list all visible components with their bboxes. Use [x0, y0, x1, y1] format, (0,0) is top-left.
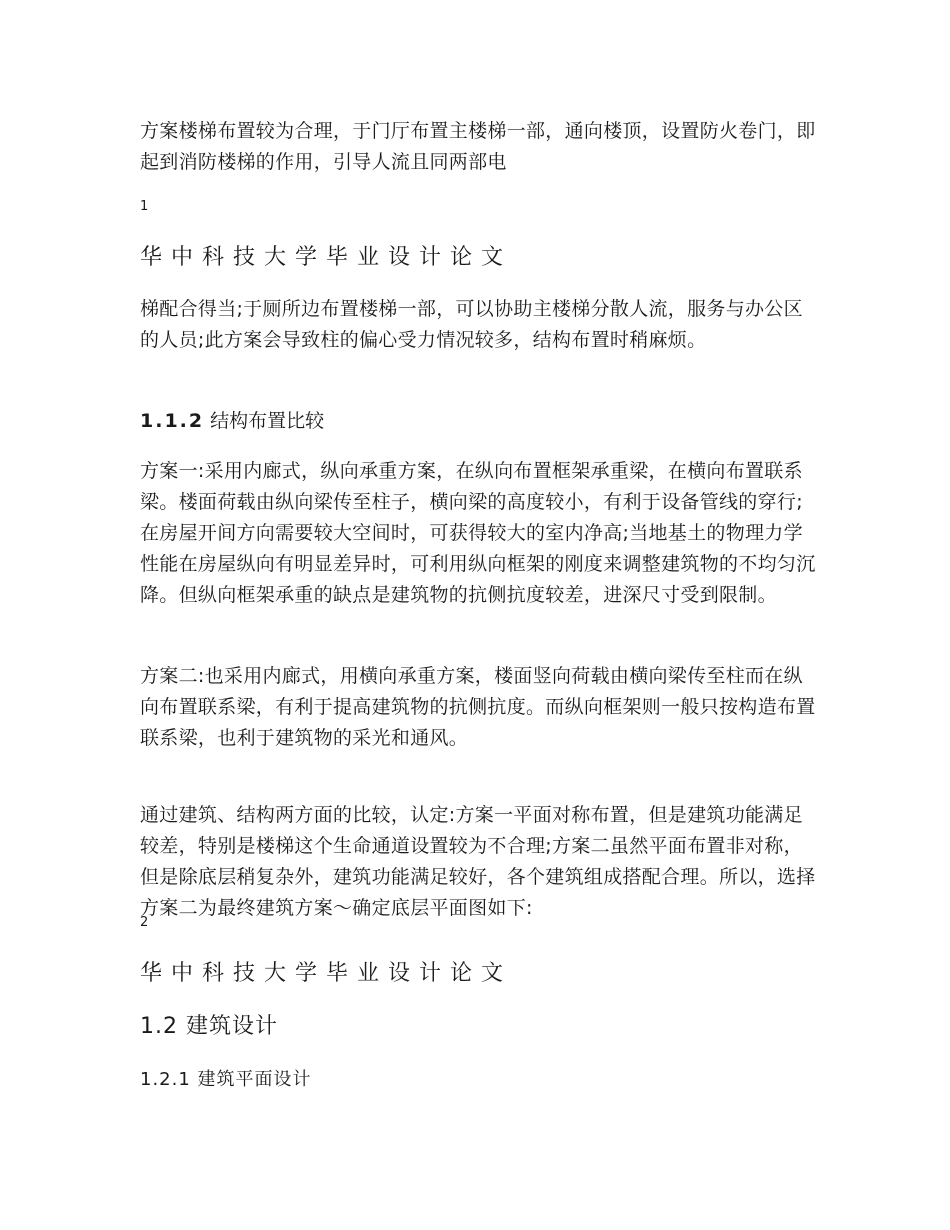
paragraph-plan-one: 方案一:采用内廊式，纵向承重方案，在纵向布置框架承重梁，在横向布置联系梁。楼面荷载由纵向梁传至柱子，横向梁的高度较小，有利于设备管线的穿行;在房屋开间方向需要较大空间时，可获得较大的室内净高;当地基土的物理力学性能在房屋纵向有明显差异时，可利用纵向框架的刚度来调整建筑物的不均匀沉降。但纵向框架承重的缺点是建筑物的抗侧抗度较差，进深尺寸受到限制。	[140, 460, 816, 606]
paragraph-stair-continued: 梯配合得当;于厕所边布置楼梯一部，可以协助主楼梯分散人流，服务与办公区的人员;此方案会导致柱的偏心受力情况较多，结构布置时稍麻烦。	[140, 298, 803, 351]
paragraph-plan-two: 方案二:也采用内廊式，用横向承重方案，楼面竖向荷载由横向梁传至柱而在纵向布置联系梁，有利于提高建筑物的抗侧抗度。而纵向框架则一般只按构造布置联系梁，也利于建筑物的采光和通风。	[140, 665, 816, 749]
section-number: 1.1.2	[140, 410, 205, 432]
section-heading-1-2: 1.2 建筑设计	[140, 1014, 278, 1039]
section-heading-1-1-2	[140, 407, 820, 435]
page-number: 1	[140, 199, 149, 214]
section-heading-1-2-1: 1.2.1 建筑平面设计	[140, 1069, 312, 1090]
page-number: 2	[140, 915, 149, 930]
paragraph-conclusion: 通过建筑、结构两方面的比较，认定:方案一平面对称布置，但是建筑功能满足较差，特别是楼梯这个生命通道设置较为不合理;方案二虽然平面布置非对称，但是除底层稍复杂外，建筑功能满足较好，各个建筑组成搭配合理。所以，选择方案二为最终建筑方案～确定底层平面图如下:	[140, 804, 816, 919]
thesis-header: 华中科技大学毕业设计论文	[140, 961, 513, 986]
paragraph-stair-layout: 方案楼梯布置较为合理，于门厅布置主楼梯一部，通向楼顶，设置防火卷门，即起到消防楼梯的作用，引导人流且同两部电	[140, 120, 816, 173]
thesis-header: 华中科技大学毕业设计论文	[140, 245, 513, 270]
section-title: 结构布置比较	[210, 410, 325, 432]
